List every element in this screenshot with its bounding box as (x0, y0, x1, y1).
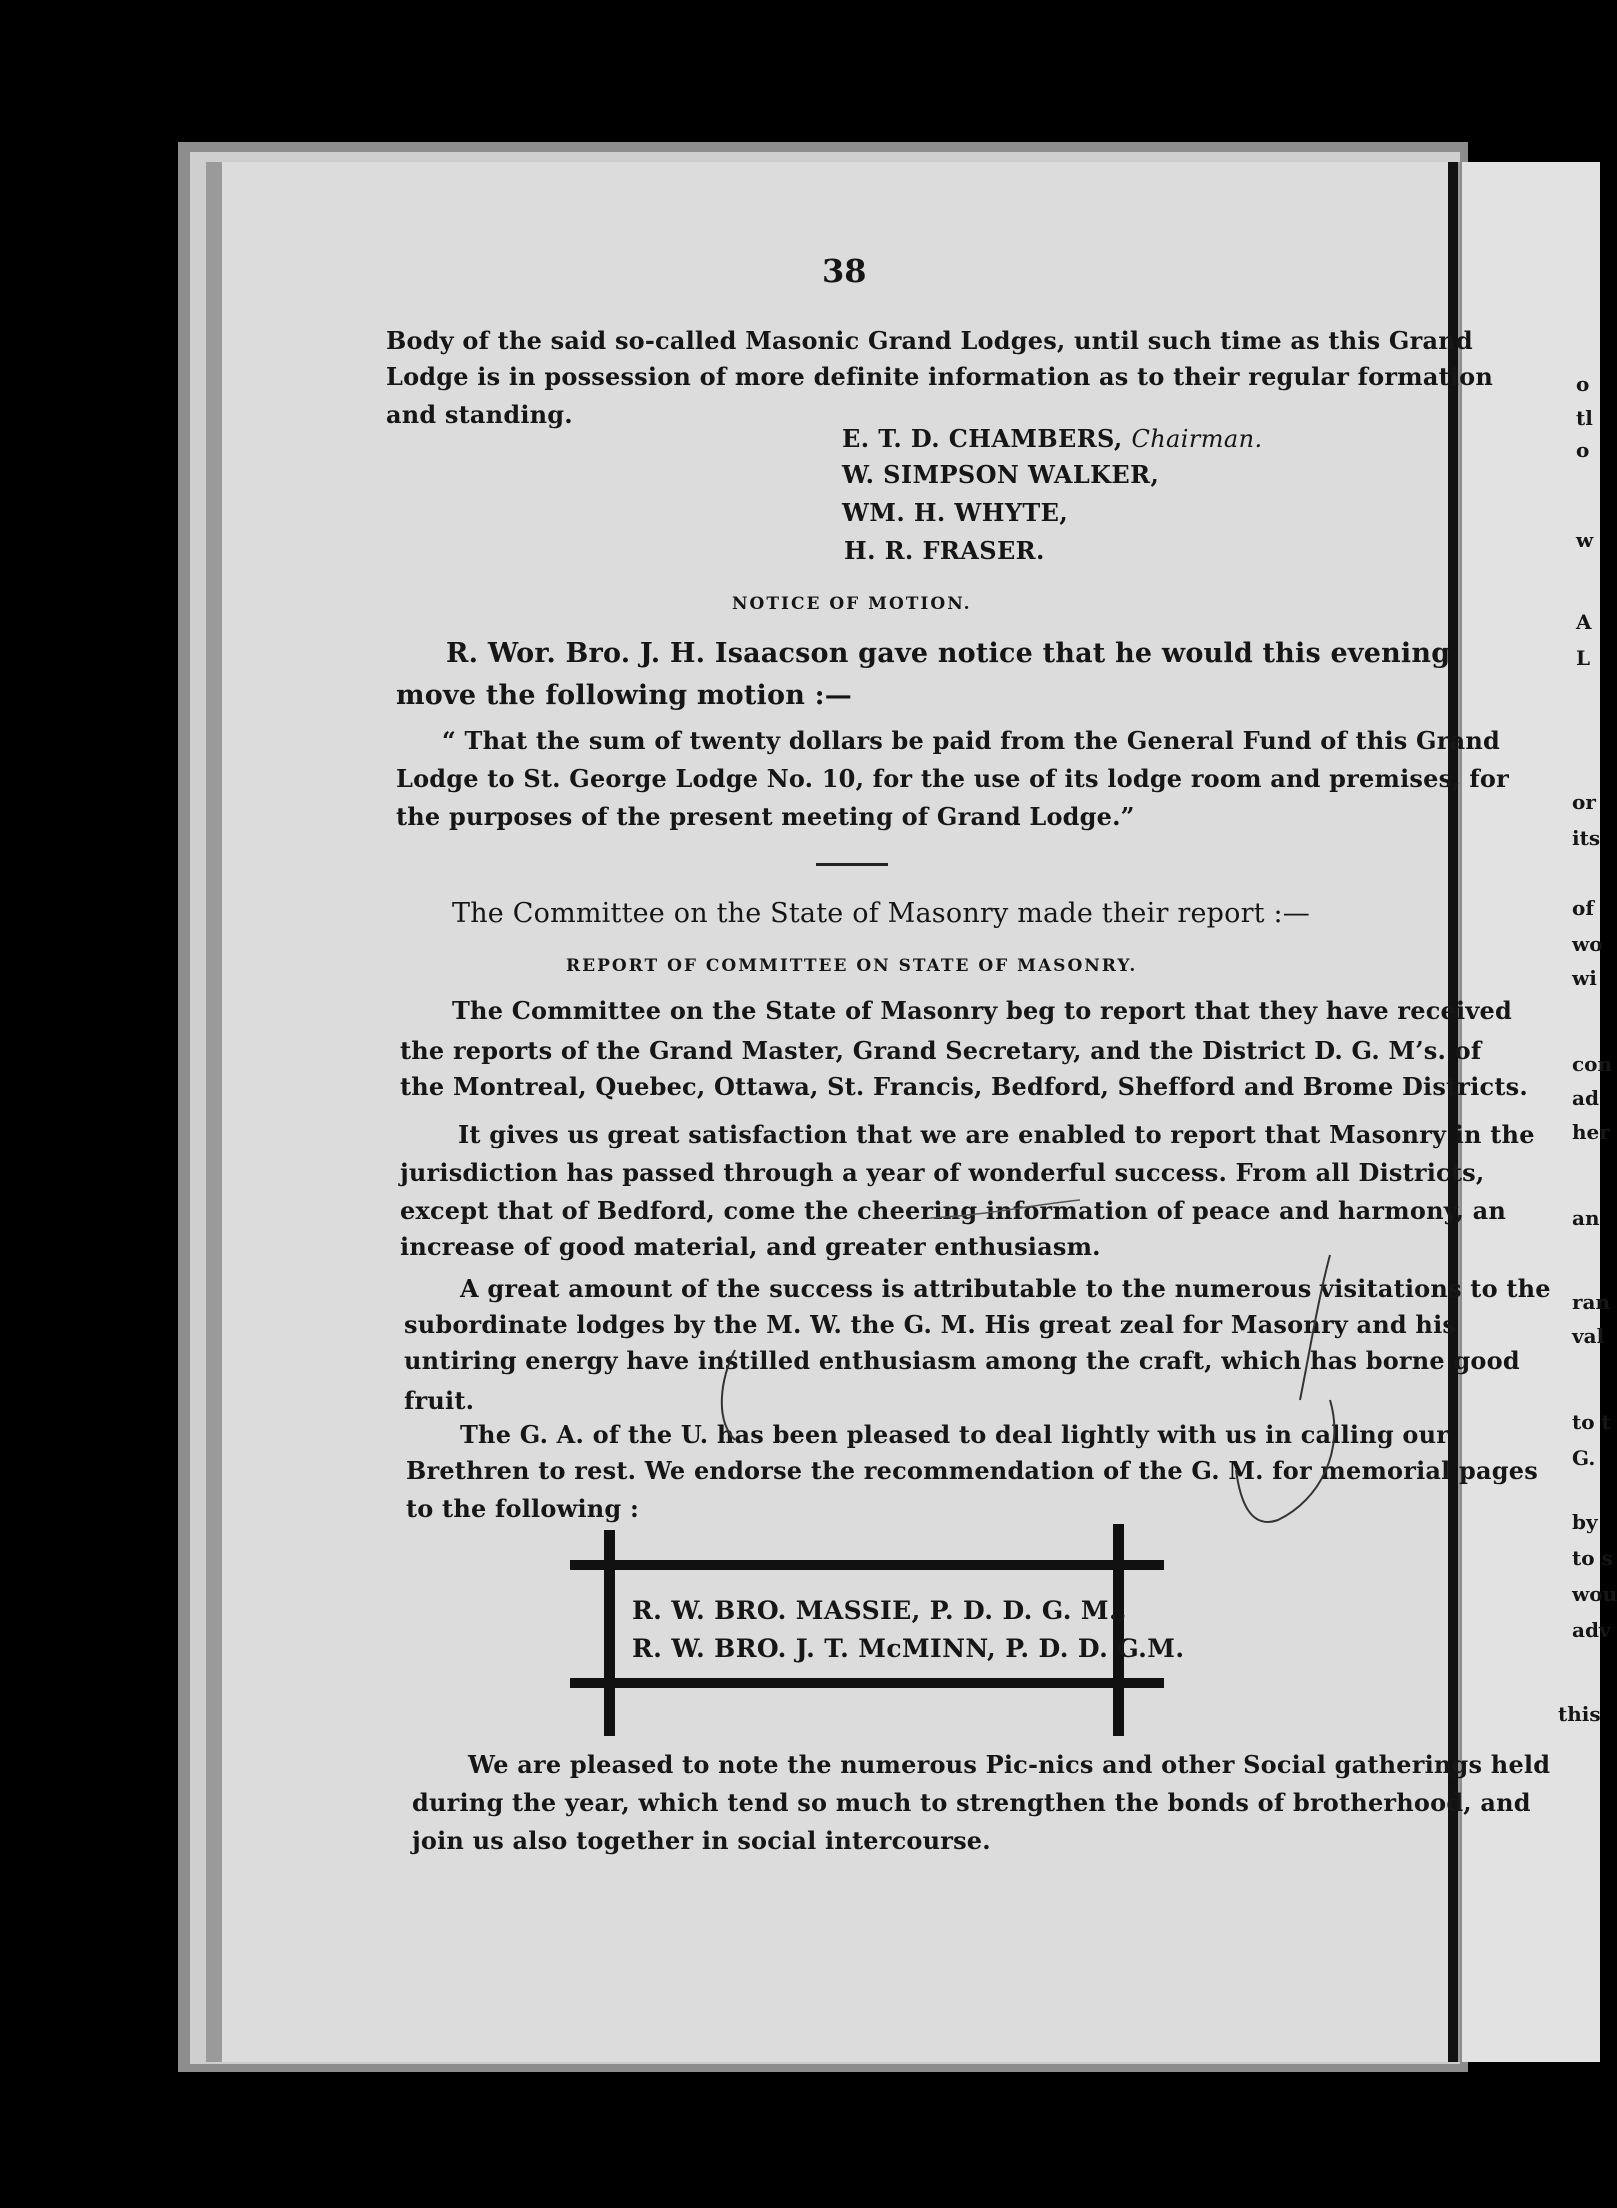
text-line: The Committee on the State of Masonry made their report :— (452, 898, 1310, 929)
facing-page-fragment: of (1572, 896, 1594, 920)
quoted-motion-line: the purposes of the present meeting of Grand Lodge.” (396, 802, 1135, 831)
facing-page-fragment: ad (1572, 1086, 1599, 1110)
text-line: except that of Bedford, come the cheering information of peace and harmony, an (400, 1196, 1507, 1225)
signatory (842, 424, 1262, 453)
facing-page-fragment: an (1572, 1206, 1600, 1230)
memorial-name: R. W. BRO. MASSIE, P. D. D. G. M., (632, 1596, 1128, 1625)
text-line: A great amount of the success is attributable to the numerous visitations to the (460, 1274, 1551, 1303)
frame-right-post (1113, 1524, 1124, 1736)
facing-page-fragment: val (1572, 1324, 1605, 1348)
signatory-name: WM. H. WHYTE, (842, 498, 1069, 527)
text-line: jurisdiction has passed through a year of wonderful success. From all Districts, (400, 1158, 1485, 1187)
frame-left-post (604, 1530, 615, 1736)
text-line: R. Wor. Bro. J. H. Isaacson gave notice that he would this evening (446, 638, 1451, 669)
facing-page-fragment: wou (1572, 1582, 1617, 1606)
text-line: It gives us great satisfaction that we are enabled to report that Masonry in the (458, 1120, 1535, 1149)
text-line: fruit. (404, 1386, 475, 1415)
section-divider (816, 863, 888, 866)
facing-page-fragment: by (1572, 1510, 1598, 1534)
text-line: and standing. (386, 400, 573, 429)
text-line: move the following motion :— (396, 680, 852, 711)
section-heading: NOTICE OF MOTION. (732, 594, 972, 614)
facing-page-fragment: A (1576, 610, 1592, 634)
text-line: Lodge is in possession of more definite information as to their regular formation (386, 362, 1494, 391)
text-line: the reports of the Grand Master, Grand Secretary, and the District D. G. M’s. of (400, 1036, 1482, 1065)
facing-page-fragment: or (1572, 790, 1596, 814)
text-line: Body of the said so-called Masonic Grand Lodges, until such time as this Grand (386, 326, 1473, 355)
text-line: Brethren to rest. We endorse the recommendation of the G. M. for memorial pages (406, 1456, 1538, 1485)
page-number: 38 (822, 252, 867, 290)
section-heading: REPORT OF COMMITTEE ON STATE OF MASONRY. (566, 956, 1138, 976)
facing-page-fragment: wi (1572, 966, 1597, 990)
frame-bottom-rule (570, 1678, 1164, 1688)
facing-page-fragment: con (1572, 1052, 1613, 1076)
text-line: The Committee on the State of Masonry beg to report that they have received (452, 996, 1512, 1025)
facing-page-fragment: w (1576, 528, 1594, 552)
text-line: untiring energy have instilled enthusiasm among the craft, which has borne good (404, 1346, 1520, 1375)
memorial-name: R. W. BRO. J. T. McMINN, P. D. D. G.M. (632, 1634, 1185, 1663)
signatory-role: Chairman. (1131, 425, 1263, 453)
text-line: subordinate lodges by the M. W. the G. M. His great zeal for Masonry and his (404, 1310, 1457, 1339)
signatory-name: H. R. FRASER. (844, 536, 1045, 565)
quoted-motion-line: Lodge to St. George Lodge No. 10, for the use of its lodge room and premises, for (396, 764, 1509, 793)
frame-top-rule (570, 1560, 1164, 1570)
facing-page-fragment: its (1572, 826, 1601, 850)
text-line: during the year, which tend so much to strengthen the bonds of brotherhood, and (412, 1788, 1531, 1817)
facing-page-fragment: adv (1572, 1618, 1611, 1642)
facing-page-fragment: ran (1572, 1290, 1611, 1314)
signatory (842, 498, 1068, 527)
text-line: The G. A. of the U. has been pleased to deal lightly with us in calling our (460, 1420, 1450, 1449)
facing-page-fragment: this (1558, 1702, 1601, 1726)
text-line: the Montreal, Quebec, Ottawa, St. Francis, Bedford, Shefford and Brome Districts. (400, 1072, 1528, 1101)
signatory-name: W. SIMPSON WALKER, (842, 460, 1160, 489)
facing-page-fragment: wo (1572, 932, 1603, 956)
text-line: to the following : (406, 1494, 640, 1523)
signatory (844, 536, 1045, 565)
signatory-name: E. T. D. CHAMBERS, (842, 424, 1123, 453)
facing-page-fragment: G. (1572, 1446, 1596, 1470)
facing-page-fragment: o (1576, 372, 1590, 396)
text-line: We are pleased to note the numerous Pic-nics and other Social gatherings held (468, 1750, 1551, 1779)
facing-page-fragment: her (1572, 1120, 1610, 1144)
quoted-motion-line: “ That the sum of twenty dollars be paid from the General Fund of this Grand (442, 726, 1500, 755)
facing-page-fragment: o (1576, 438, 1590, 462)
facing-page-fragment: tl (1576, 406, 1593, 430)
facing-page-fragment: to s (1572, 1546, 1613, 1570)
facing-page-fragment: L (1576, 646, 1591, 670)
signatory (842, 460, 1159, 489)
facing-page-fragment: to t (1572, 1410, 1611, 1434)
text-line: join us also together in social intercourse. (412, 1826, 991, 1855)
text-line: increase of good material, and greater enthusiasm. (400, 1232, 1101, 1261)
